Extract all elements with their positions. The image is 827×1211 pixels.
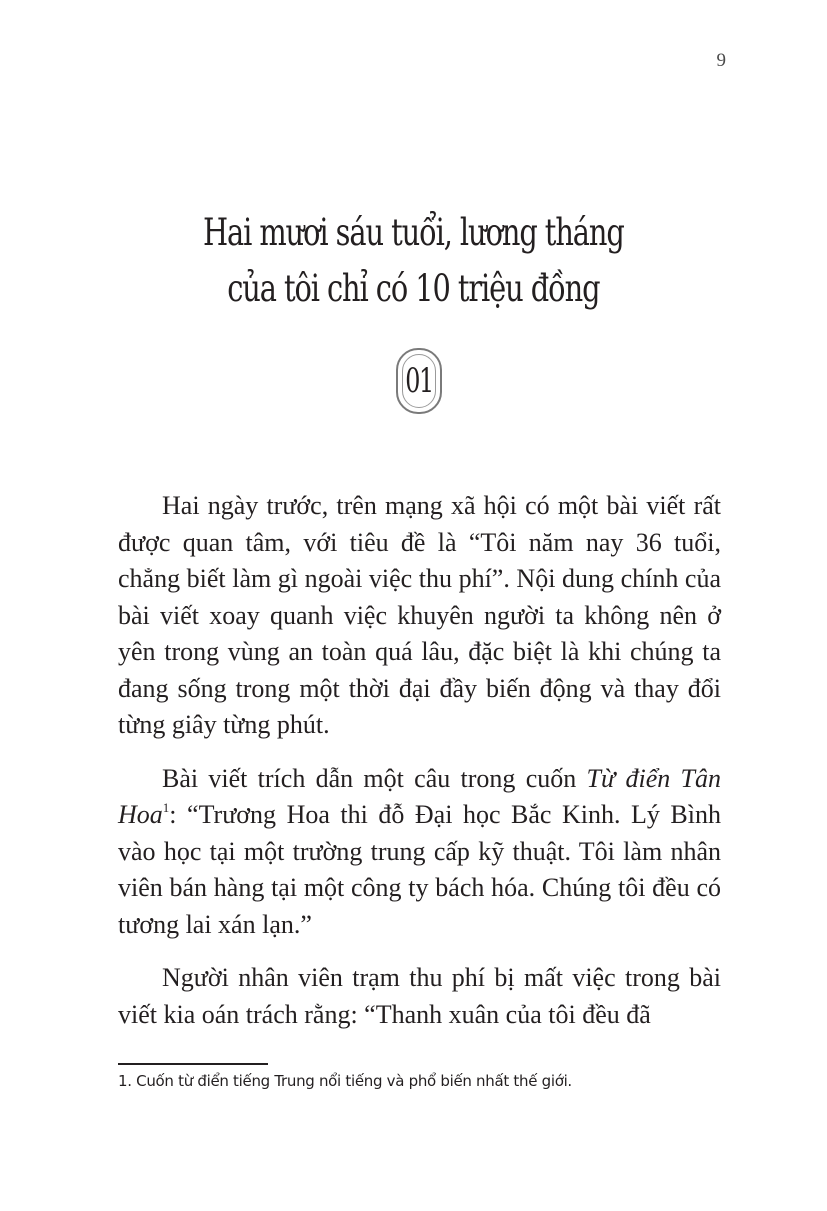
paragraph-2-lead: Bài viết trích dẫn một câu trong cuốn bbox=[162, 763, 587, 793]
chapter-title-line-1: Hai mươi sáu tuổi, lương tháng bbox=[202, 211, 624, 254]
book-title: Từ điển Tân Hoa bbox=[118, 763, 721, 829]
footnote-reference: 1 bbox=[162, 800, 170, 815]
chapter-title bbox=[91, 205, 736, 317]
body-text bbox=[118, 488, 721, 1033]
paragraph-2-rest: : “Trương Hoa thi đỗ Đại học Bắc Kinh. Lý Bình vào học tại một trường trung cấp kỹ thuật. Tôi làm nhân viên bán hàng tại một công ty bách hóa. Chúng tôi đều có tương lai xán lạn.” bbox=[118, 800, 721, 939]
paragraph-1: Hai ngày trước, trên mạng xã hội có một bài viết rất được quan tâm, với tiêu đề là “Tôi năm nay 36 tuổi, chẳng biết làm gì ngoài việc thu phí”. Nội dung chính của bài viết xoay quanh việc khuyên người ta không nên ở yên trong vùng an toàn quá lâu, đặc biệt là khi chúng ta đang sống trong một thời đại đầy biến động và thay đổi từng giây từng phút. bbox=[118, 491, 721, 739]
chapter-number-badge bbox=[396, 348, 442, 414]
page-number: 9 bbox=[716, 50, 726, 71]
footnote: 1. Cuốn từ điển tiếng Trung nổi tiếng và phổ biến nhất thế giới. bbox=[118, 1072, 572, 1090]
paragraph-3: Người nhân viên trạm thu phí bị mất việc trong bài viết kia oán trách rằng: “Thanh xuân của tôi đều đã bbox=[118, 963, 721, 1029]
chapter-title-line-2: của tôi chỉ có 10 triệu đồng bbox=[227, 267, 600, 310]
footnote-divider bbox=[118, 1063, 268, 1065]
chapter-number: 01 bbox=[405, 361, 433, 401]
paragraph-2 bbox=[118, 761, 721, 944]
